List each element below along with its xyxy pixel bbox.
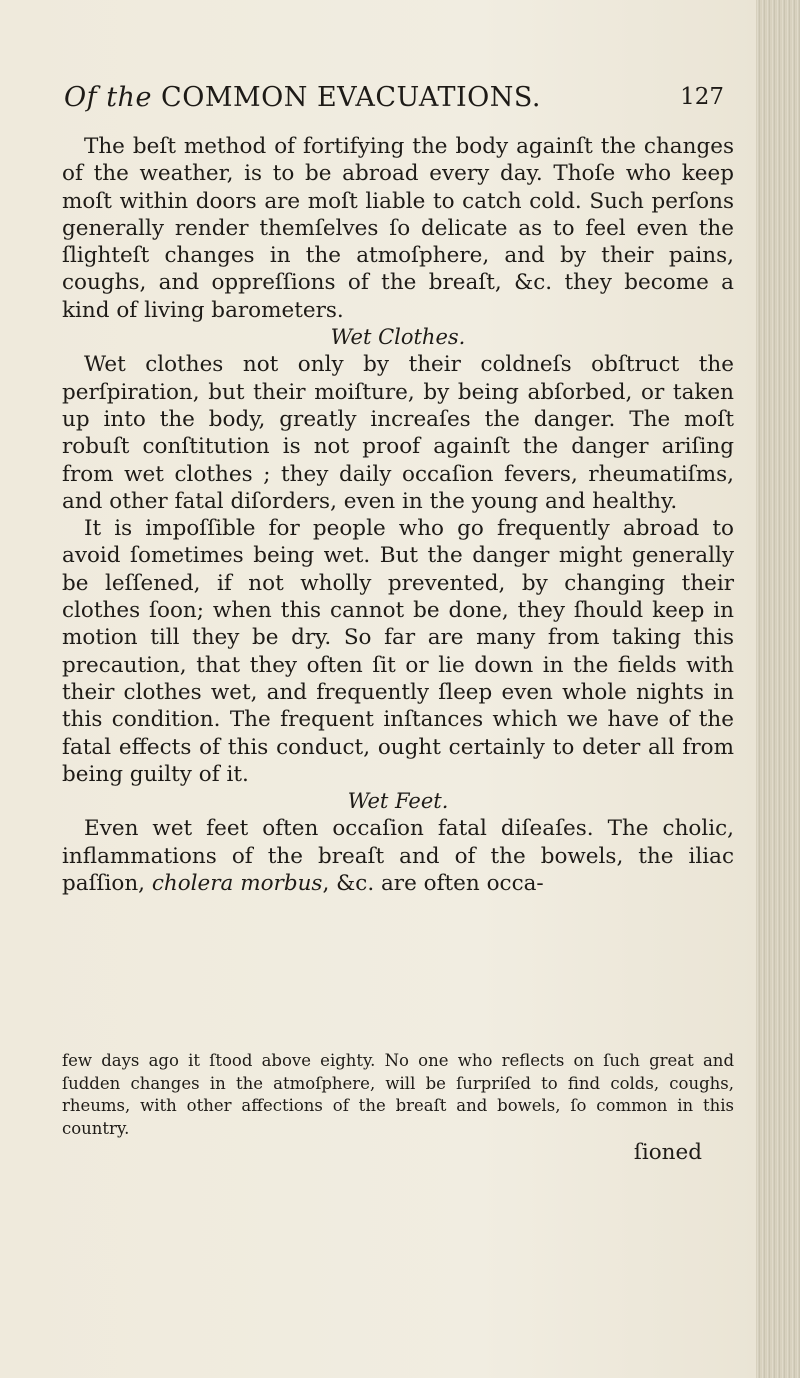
paragraph: It is impoſſible for people who go frequently abroad to avoid ſometimes being wet. But the danger might generally be leſſened, if not wholly prevented, by changing their clothes ſoon; when this cannot be done, they ſhould keep in motion till they be dry. So far are many from taking this precaution, that they often ſit or lie down in the fields with their clothes wet, and frequently ſleep even whole nights in this condition. The frequent inſtances which we have of the fatal effects of this conduct, ought certainly to deter all from being guilty of it. <box>62 516 734 787</box>
section-heading-wet-feet: Wet Feet. <box>347 789 449 814</box>
paragraph <box>62 815 734 897</box>
paragraph-start: Even wet feet often occaſion fatal diſeaſes. The cholic, inflammations of the breaſt and of the bowels, the iliac paſſion, <box>62 816 734 897</box>
running-title-italic: Of the <box>64 82 152 113</box>
paragraph-italic-term: cholera morbus <box>151 871 323 897</box>
paragraph-end: , &c. are often occa- <box>322 871 544 897</box>
page-edge-shadow <box>756 0 800 1378</box>
main-text <box>62 133 734 897</box>
running-title <box>64 82 541 113</box>
running-title-caps: COMMON EVACUATIONS. <box>161 82 541 113</box>
running-header <box>64 82 724 122</box>
page-number: 127 <box>680 84 724 110</box>
paragraph: Wet clothes not only by their coldneſs obſtruct the perſpiration, but their moiſture, by being abſorbed, or taken up into the body, greatly increaſes the danger. The moſt robuſt conſtitution is not proof againſt the danger ariſing from wet clothes ; they daily occaſion fevers, rheumatiſms, and other fatal diſorders, even in the young and healthy. <box>62 352 734 514</box>
footnote: few days ago it ſtood above eighty. No one who reflects on ſuch great and ſudden changes in the atmoſphere, will be ſurpriſed to find colds, coughs, rheums, with other affections of the breaſt and bowels, ſo common in this country. <box>62 1051 734 1138</box>
paragraph: The beſt method of fortifying the body againſt the changes of the weather, is to be abroad every day. Thoſe who keep moſt within doors are moſt liable to catch cold. Such perſons generally render themſelves ſo delicate as to feel even the ſlighteſt changes in the atmoſphere, and by their pains, coughs, and oppreſſions of the breaſt, &c. they become a kind of living barometers. <box>62 134 734 323</box>
section-heading-wet-clothes: Wet Clothes. <box>330 325 466 350</box>
catchword: ſioned <box>633 1140 702 1165</box>
